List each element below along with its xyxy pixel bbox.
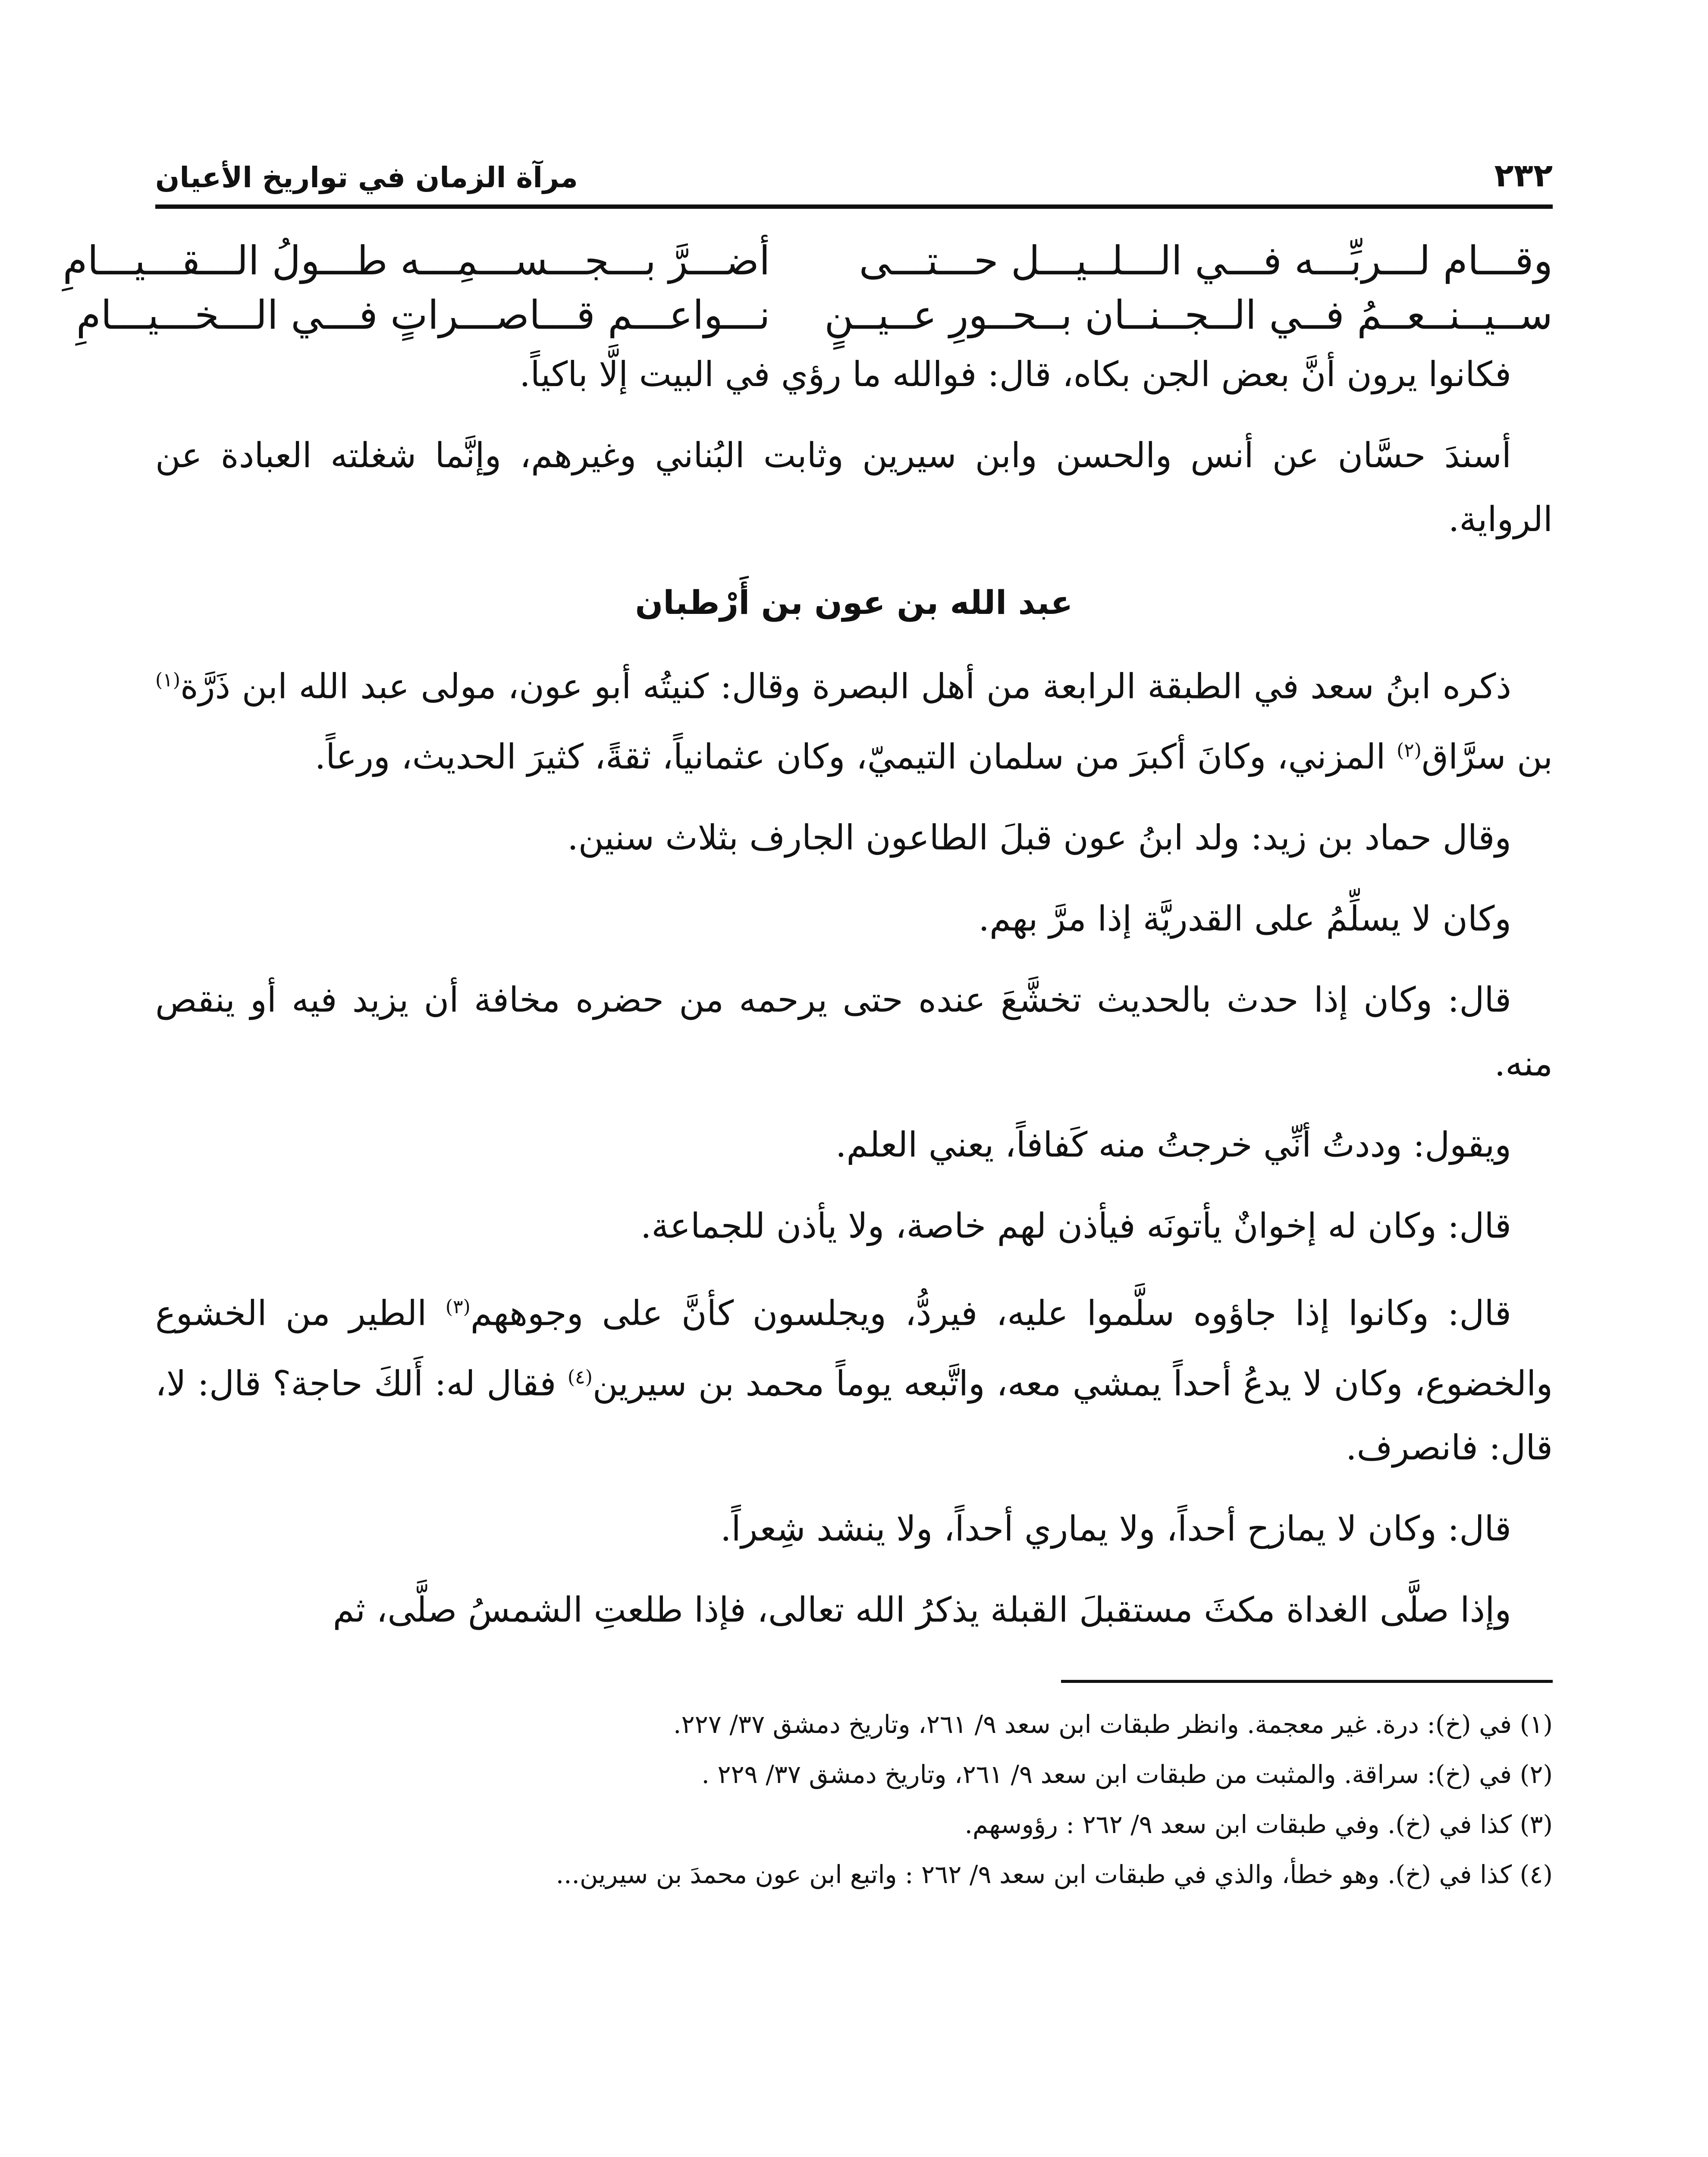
footnote-ref[interactable]: (٤) [567, 1366, 593, 1388]
paragraph-text: فقال له: أَلكَ حاجة؟ قال: لا، قال: فانصرف. [155, 1363, 1553, 1468]
footnote-ref[interactable]: (١) [155, 669, 180, 691]
paragraph-text: ذكره ابنُ سعد في الطبقة الرابعة من أهل البصرة وقال: كنيتُه أبو عون، مولى عبد الله ابن ذَرَّة [180, 666, 1511, 707]
body-text [155, 343, 1553, 1642]
paragraph-text: قال: وكانوا إذا جاؤوه سلَّموا عليه، فيردُّ، ويجلسون كأنَّ على وجوههم [470, 1293, 1511, 1333]
running-header [155, 129, 1553, 209]
paragraph: قال: وكان له إخوانٌ يأتونَه فيأذن لهم خاصة، ولا يأذن للجماعة. [640, 1206, 1511, 1246]
paragraph: وإذا صلَّى الغداة مكثَ مستقبلَ القبلة يذكرُ الله تعالى، فإذا طلعتِ الشمسُ صلَّى، ثم [333, 1589, 1511, 1630]
paragraph: قال: وكان إذا حدث بالحديث تخشَّعَ عنده حتى يرحمه من حضره مخافة أن يزيد فيه أو ينقص منه. [155, 980, 1553, 1084]
poem-verse [76, 288, 1553, 343]
book-page [63, 129, 1553, 1899]
paragraph: قال: وكان لا يمازح أحداً، ولا يماري أحداً، ولا ينشد شِعراً. [720, 1508, 1511, 1549]
paragraph: وقال حماد بن زيد: ولد ابنُ عون قبلَ الطاعون الجارف بثلاث سنين. [567, 818, 1511, 858]
verse-first-hemistich: ســيــنــعــمُ فــي الــجــنــان بــحــورِ عــيــنٍ [824, 292, 1553, 338]
paragraph-text: بن سرَّاق [1421, 736, 1553, 777]
paragraph: أسندَ حسَّان عن أنس والحسن وابن سيرين وثابت البُناني وغيرهم، وإنَّما شغلته العبادة عن الرواية. [155, 435, 1553, 539]
footnote-ref[interactable]: (٢) [1396, 739, 1422, 761]
paragraph: وكان لا يسلِّمُ على القدريَّة إذا مرَّ بهم. [978, 899, 1511, 939]
footnote: (٢) في (خ): سراقة. والمثبت من طبقات ابن سعد ٩/ ٢٦١، وتاريخ دمشق ٣٧/ ٢٢٩ . [701, 1759, 1553, 1789]
footnote: (١) في (خ): درة. غير معجمة. وانظر طبقات ابن سعد ٩/ ٢٦١، وتاريخ دمشق ٣٧/ ٢٢٧. [673, 1709, 1553, 1739]
poem-verse [63, 234, 1553, 288]
verse-first-hemistich: وقـــام لـــربِّـــه فـــي الـــلــيـــل حـــتـــى [859, 238, 1553, 284]
footnote: (٣) كذا في (خ). وفي طبقات ابن سعد ٩/ ٢٦٢ : رؤوسهم. [964, 1809, 1553, 1839]
footnote-ref[interactable]: (٣) [445, 1296, 471, 1318]
paragraph: ويقول: وددتُ أنِّي خرجتُ منه كَفافاً، يعني العلم. [835, 1125, 1511, 1165]
paragraph-biography [155, 648, 1553, 789]
section-heading: عبد الله بن عون بن أَرْطبان [635, 583, 1073, 622]
paragraph: فكانوا يرون أنَّ بعض الجن بكاه، قال: فوالله ما رؤي في البيت إلَّا باكياً. [519, 354, 1511, 394]
paragraph-text: المزني، وكانَ أكبرَ من سلمان التيميّ، وكان عثمانياً، ثقةً، كثيرَ الحديث، ورعاً. [314, 736, 1397, 777]
verse-second-hemistich: نـــواعـــم قـــاصـــراتٍ فـــي الـــخـــيـــامِ [76, 292, 770, 338]
paragraph-visitors [155, 1275, 1553, 1479]
footnotes [155, 1699, 1553, 1899]
paragraph-text: الطير من الخشوع والخضوع، وكان لا يدعُ أحداً يمشي معه، واتَّبعه يوماً محمد بن سيرين [155, 1293, 1553, 1404]
poem [63, 234, 1553, 343]
footnote: (٤) كذا في (خ). وهو خطأ، والذي في طبقات ابن سعد ٩/ ٢٦٢ : واتبع ابن عون محمدَ بن سيرين... [556, 1859, 1553, 1889]
book-title: مرآة الزمان في تواريخ الأعيان [155, 161, 578, 194]
footnote-divider [1061, 1680, 1553, 1683]
page-number: ٢٣٢ [1494, 157, 1553, 194]
verse-second-hemistich: أضـــرَّ بـــجـــســـمِـــه طـــولُ الـــقـــيـــامِ [63, 238, 770, 284]
